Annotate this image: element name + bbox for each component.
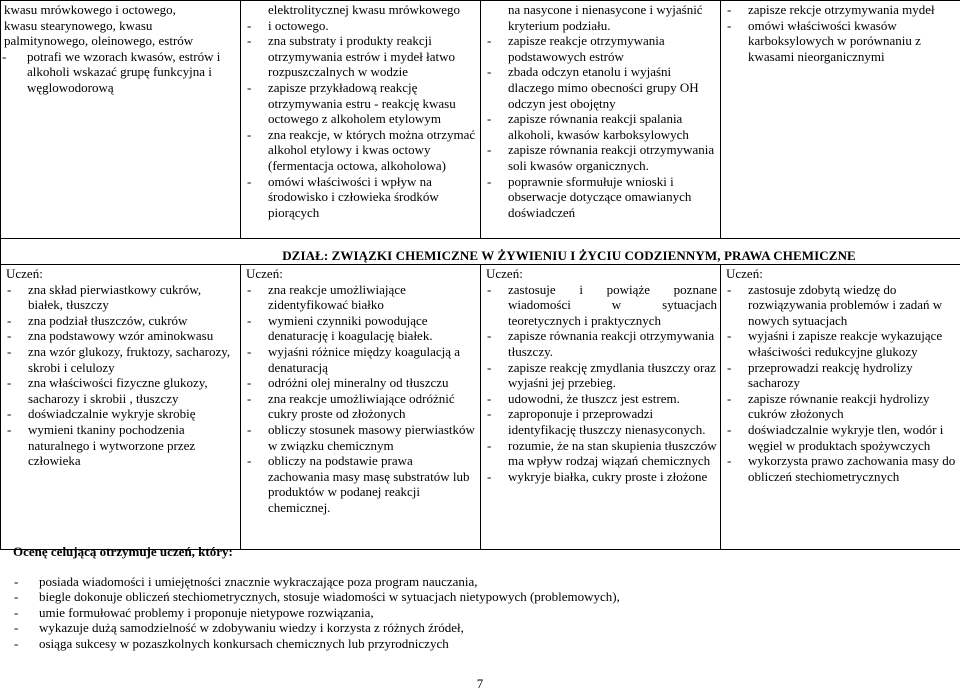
list-item: - doświadczalnie wykryje skrobię	[6, 406, 237, 422]
list-item: - zna reakcje umożliwiające zidentyfikować białko	[246, 282, 477, 313]
cell-line: na nasycone i nienasycone i wyjaśnić	[508, 2, 703, 17]
cell-line: kryterium podziału.	[508, 17, 611, 33]
page-number: 7	[476, 676, 484, 689]
continuation-cell-2	[241, 1, 481, 239]
list-item: - wykryje białka, cukry proste i złożone	[486, 469, 717, 485]
cell-line: kwasu mrówkowego i octowego,	[4, 2, 176, 17]
excellent-grade-criteria	[13, 544, 943, 652]
grade-column-1	[1, 265, 241, 550]
list-item: - poprawnie sformułuje wnioski i obserwacje dotyczące omawianych doświadczeń	[486, 174, 717, 221]
list-item: - odróżni olej mineralny od tłuszczu	[246, 375, 477, 391]
cell-line: palmitynowego, oleinowego, estrów	[4, 33, 194, 49]
list-item: - zna wzór glukozy, fruktozy, sacharozy, skrobi i celulozy	[6, 344, 237, 375]
continuation-row	[1, 1, 960, 239]
list-item: - zapisze równania reakcji spalania alkoholi, kwasów karboksylowych	[486, 111, 717, 142]
grade-column-3	[481, 265, 721, 550]
list-item: - zastosuje zdobytą wiedzę do rozwiązywania problemów i zadań w nowych sytuacjach	[726, 282, 957, 329]
column-label: Uczeń:	[486, 266, 523, 281]
list-item: - zapisze reakcję zmydlania tłuszczy oraz wyjaśni jej przebieg.	[486, 360, 717, 391]
list-item: - zapisze rekcje otrzymywania mydeł	[726, 2, 957, 18]
list-item: - zna właściwości fizyczne glukozy, sacharozy i skrobii , tłuszczy	[6, 375, 237, 406]
list-item: - omówi właściwości i wpływ na środowisko i człowieka środków piorących	[246, 174, 477, 221]
grade-column-4	[721, 265, 960, 550]
criteria-item: - umie formułować problemy i proponuje nietypowe rozwiązania,	[13, 605, 943, 621]
list-item: - przeprowadzi reakcję hydrolizy sacharozy	[726, 360, 957, 391]
requirements-table	[0, 238, 960, 550]
cell-line: i octowego.	[268, 17, 329, 33]
list-item: - zna podział tłuszczów, cukrów	[6, 313, 237, 329]
criteria-item: - posiada wiadomości i umiejętności znacznie wykraczające poza program nauczania,	[13, 574, 943, 590]
column-label: Uczeń:	[726, 266, 763, 281]
continuation-cell-1	[1, 1, 241, 239]
list-item: - zapisze równanie reakcji hydrolizy cukrów złożonych	[726, 391, 957, 422]
criteria-title: Ocenę celującą otrzymuje uczeń, który:	[13, 544, 233, 559]
list-item: - zna reakcje umożliwiające odróżnić cukry proste od złożonych	[246, 391, 477, 422]
list-item: - obliczy na podstawie prawa zachowania masy masę substratów lub produktów w podanej reakcji chemicznej.	[246, 453, 477, 515]
list-item: - zbada odczyn etanolu i wyjaśni dlaczego mimo obecności grupy OH odczyn jest obojętny	[486, 64, 717, 111]
list-item: - omówi właściwości kwasów karboksylowych w porównaniu z kwasami nieorganicznymi	[726, 18, 957, 65]
list-item: - zapisze równania reakcji otrzymywania soli kwasów organicznych.	[486, 142, 717, 173]
list-item: - doświadczalnie wykryje tlen, wodór i węgiel w produktach spożywczych	[726, 422, 957, 453]
list-item: - zna podstawowy wzór aminokwasu	[6, 328, 237, 344]
list-item: - zapisze reakcje otrzymywania podstawowych estrów	[486, 33, 717, 64]
grade-column-2	[241, 265, 481, 550]
column-label: Uczeń:	[6, 266, 43, 281]
cell-line: elektrolitycznej kwasu mrówkowego	[268, 2, 461, 17]
list-item: - zna substraty i produkty reakcji otrzymywania estrów i mydeł łatwo rozpuszczalnych w wodzie	[246, 33, 477, 80]
list-item: - zapisze równania reakcji otrzymywania tłuszczy.	[486, 328, 717, 359]
list-item: - zna skład pierwiastkowy cukrów, białek, tłuszczy	[6, 282, 237, 313]
list-item: - wyjaśni różnice między koagulacją a denaturacją	[246, 344, 477, 375]
list-item: - wyjaśni i zapisze reakcje wykazujące właściwości redukcyjne glukozy	[726, 328, 957, 359]
criteria-item: - osiąga sukcesy w pozaszkolnych konkursach chemicznych lub przyrodniczych	[13, 636, 943, 652]
list-item: - wymieni tkaniny pochodzenia naturalnego i wytworzone przez człowieka	[6, 422, 237, 469]
list-item: - obliczy stosunek masowy pierwiastków w związku chemicznym	[246, 422, 477, 453]
requirements-row	[1, 265, 960, 550]
continuation-cell-3	[481, 1, 721, 239]
list-item: - udowodni, że tłuszcz jest estrem.	[486, 391, 717, 407]
list-item: - zastosuje i powiąże poznane wiadomości w sytuacjach teoretycznych i praktycznych	[486, 282, 717, 329]
criteria-item: - biegle dokonuje obliczeń stechiometrycznych, stosuje wiadomości w sytuacjach nietypowych (problemowych),	[13, 589, 943, 605]
list-item: - wymieni czynniki powodujące denaturację i koagulację białek.	[246, 313, 477, 344]
list-item: - zapisze przykładową reakcję otrzymywania estru - reakcję kwasu octowego z alkoholem etylowym	[246, 80, 477, 127]
list-item: - zna reakcje, w których można otrzymać alkohol etylowy i kwas octowy (fermentacja octowa, alkoholowa)	[246, 127, 477, 174]
list-item: - zaproponuje i przeprowadzi identyfikację tłuszczy nienasyconych.	[486, 406, 717, 437]
column-label: Uczeń:	[246, 266, 283, 281]
list-item: - potrafi we wzorach kwasów, estrów i alkoholi wskazać grupę funkcyjna i węglowodorową	[1, 49, 237, 96]
section-header-row	[1, 239, 960, 265]
continuation-table	[0, 0, 960, 239]
list-item: - wykorzysta prawo zachowania masy do obliczeń stechiometrycznych	[726, 453, 957, 484]
list-item: - rozumie, że na stan skupienia tłuszczów ma wpływ rodzaj wiązań chemicznych	[486, 438, 717, 469]
continuation-cell-4	[721, 1, 960, 239]
list-item	[246, 18, 477, 34]
cell-line: kwasu stearynowego, kwasu	[4, 17, 153, 33]
section-title: DZIAŁ: ZWIĄZKI CHEMICZNE W ŻYWIENIU I ŻYCIU CODZIENNYM, PRAWA CHEMICZNE	[1, 239, 960, 265]
criteria-item: - wykazuje dużą samodzielność w zdobywaniu wiedzy i korzysta z różnych źródeł,	[13, 620, 943, 636]
